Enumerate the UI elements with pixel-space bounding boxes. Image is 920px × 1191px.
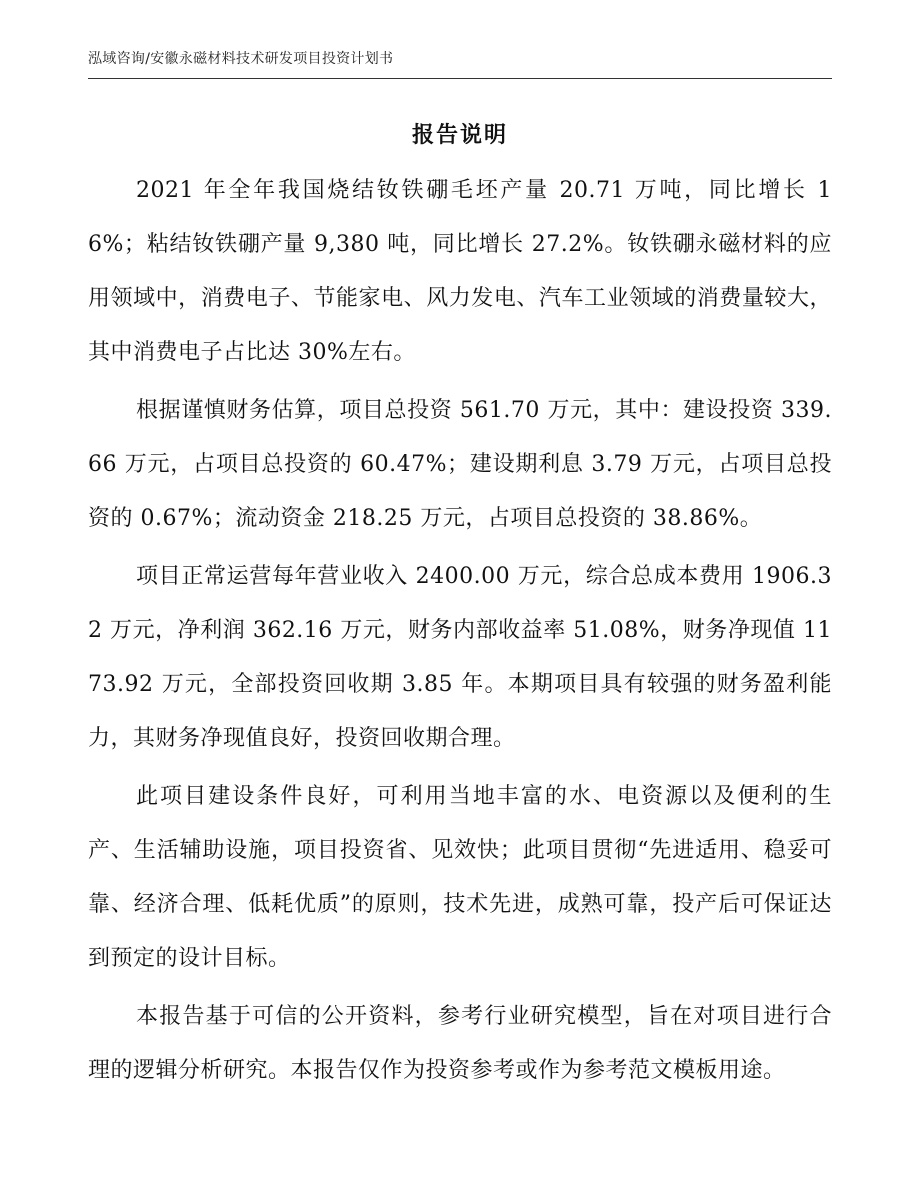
paragraph-disclaimer: 本报告基于可信的公开资料，参考行业研究模型，旨在对项目进行合理的逻辑分析研究。本报告仅作为投资参考或作为参考范文模板用途。	[88, 1004, 832, 1083]
paragraph-construction-conditions: 此项目建设条件良好，可利用当地丰富的水、电资源以及便利的生产、生活辅助设施，项目投资省、见效快；此项目贯彻“先进适用、稳妥可靠、经济合理、低耗优质”的原则，技术先进，成熟可靠，投产后可保证达到预定的设计目标。	[88, 784, 832, 971]
paragraph-financial-returns: 项目正常运营每年营业收入 2400.00 万元，综合总成本费用 1906.32 万元，净利润 362.16 万元，财务内部收益率 51.08%，财务净现值 1173.92 万元，全部投资回收期 3.85 年。本期项目具有较强的财务盈利能力，其财务净现值良好，投资回收期合理。	[88, 564, 832, 751]
paragraph-market-output: 2021 年全年我国烧结钕铁硼毛坯产量 20.71 万吨，同比增长 16%；粘结钕铁硼产量 9,380 吨，同比增长 27.2%。钕铁硼永磁材料的应用领域中，消费电子、节能家电、风力发电、汽车工业领域的消费量较大，其中消费电子占比达 30%左右。	[88, 178, 832, 365]
page-title: 报告说明	[411, 123, 508, 148]
running-header: 泓域咨询/安徽永磁材料技术研发项目投资计划书	[88, 51, 394, 67]
report-body	[88, 164, 832, 1102]
header-divider	[88, 78, 832, 79]
paragraph-investment-estimate: 根据谨慎财务估算，项目总投资 561.70 万元，其中：建设投资 339.66 万元，占项目总投资的 60.47%；建设期利息 3.79 万元，占项目总投资的 0.67%；流动资金 218.25 万元，占项目总投资的 38.86%。	[88, 398, 832, 531]
